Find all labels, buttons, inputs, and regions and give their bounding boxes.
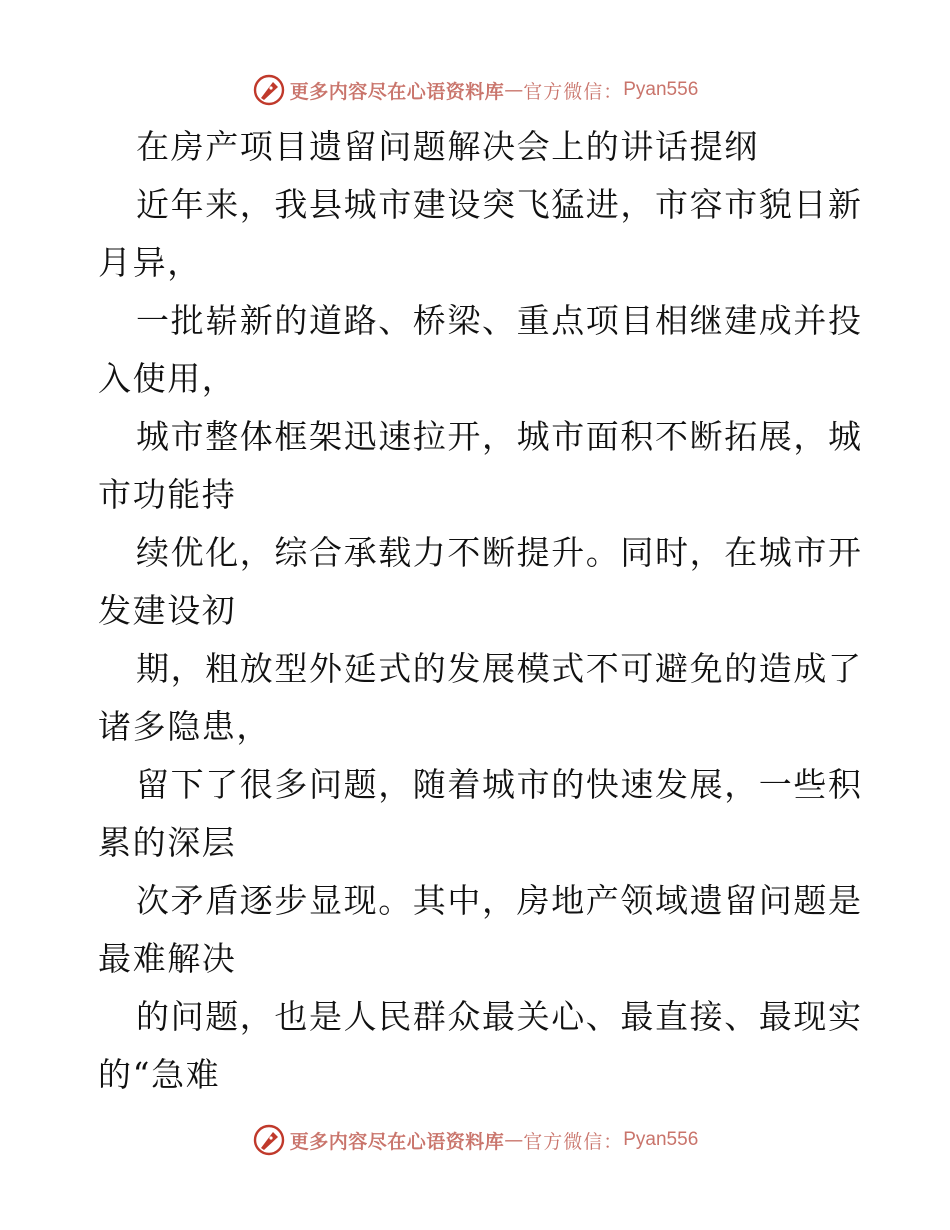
footer-banner	[0, 1120, 950, 1160]
text-line: 次矛盾逐步显现。其中，房地产领域遗留问题是	[136, 881, 863, 920]
text-line: 的“急难	[98, 1055, 221, 1094]
banner-wechat-id: Pyan556	[623, 1129, 699, 1150]
text-line: 续优化，综合承载力不断提升。同时，在城市开	[136, 533, 863, 572]
banner-main-text: 更多内容尽在心语资料库	[289, 80, 505, 103]
document-title: 在房产项目遗留问题解决会上的讲话提纲	[136, 127, 759, 166]
pen-nib-logo-icon	[252, 1123, 286, 1157]
text-line: 最难解决	[98, 939, 237, 978]
banner-dash: —	[504, 1129, 524, 1151]
text-line: 市功能持	[98, 475, 237, 514]
banner-wechat-id: Pyan556	[623, 79, 699, 100]
text-line: 入使用，	[98, 359, 237, 398]
text-line: 累的深层	[98, 823, 237, 862]
banner-main-text: 更多内容尽在心语资料库	[289, 1130, 505, 1153]
banner-official-label: 官方微信：	[523, 1130, 624, 1153]
text-line: 发建设初	[98, 591, 237, 630]
banner-dash: —	[504, 79, 524, 101]
document-body	[98, 118, 863, 1104]
text-line: 诸多隐患，	[98, 707, 271, 746]
text-line: 近年来，我县城市建设突飞猛进，市容市貌日新	[136, 185, 863, 224]
banner-official-label: 官方微信：	[523, 80, 624, 103]
text-line: 月异，	[98, 243, 202, 282]
text-line: 的问题，也是人民群众最关心、最直接、最现实	[136, 997, 863, 1036]
text-line: 一批崭新的道路、桥梁、重点项目相继建成并投	[136, 301, 863, 340]
pen-nib-logo-icon	[252, 73, 286, 107]
text-line: 留下了很多问题，随着城市的快速发展，一些积	[136, 765, 863, 804]
text-line: 期，粗放型外延式的发展模式不可避免的造成了	[136, 649, 863, 688]
text-line: 城市整体框架迅速拉开，城市面积不断拓展，城	[136, 417, 863, 456]
header-banner	[0, 70, 950, 110]
